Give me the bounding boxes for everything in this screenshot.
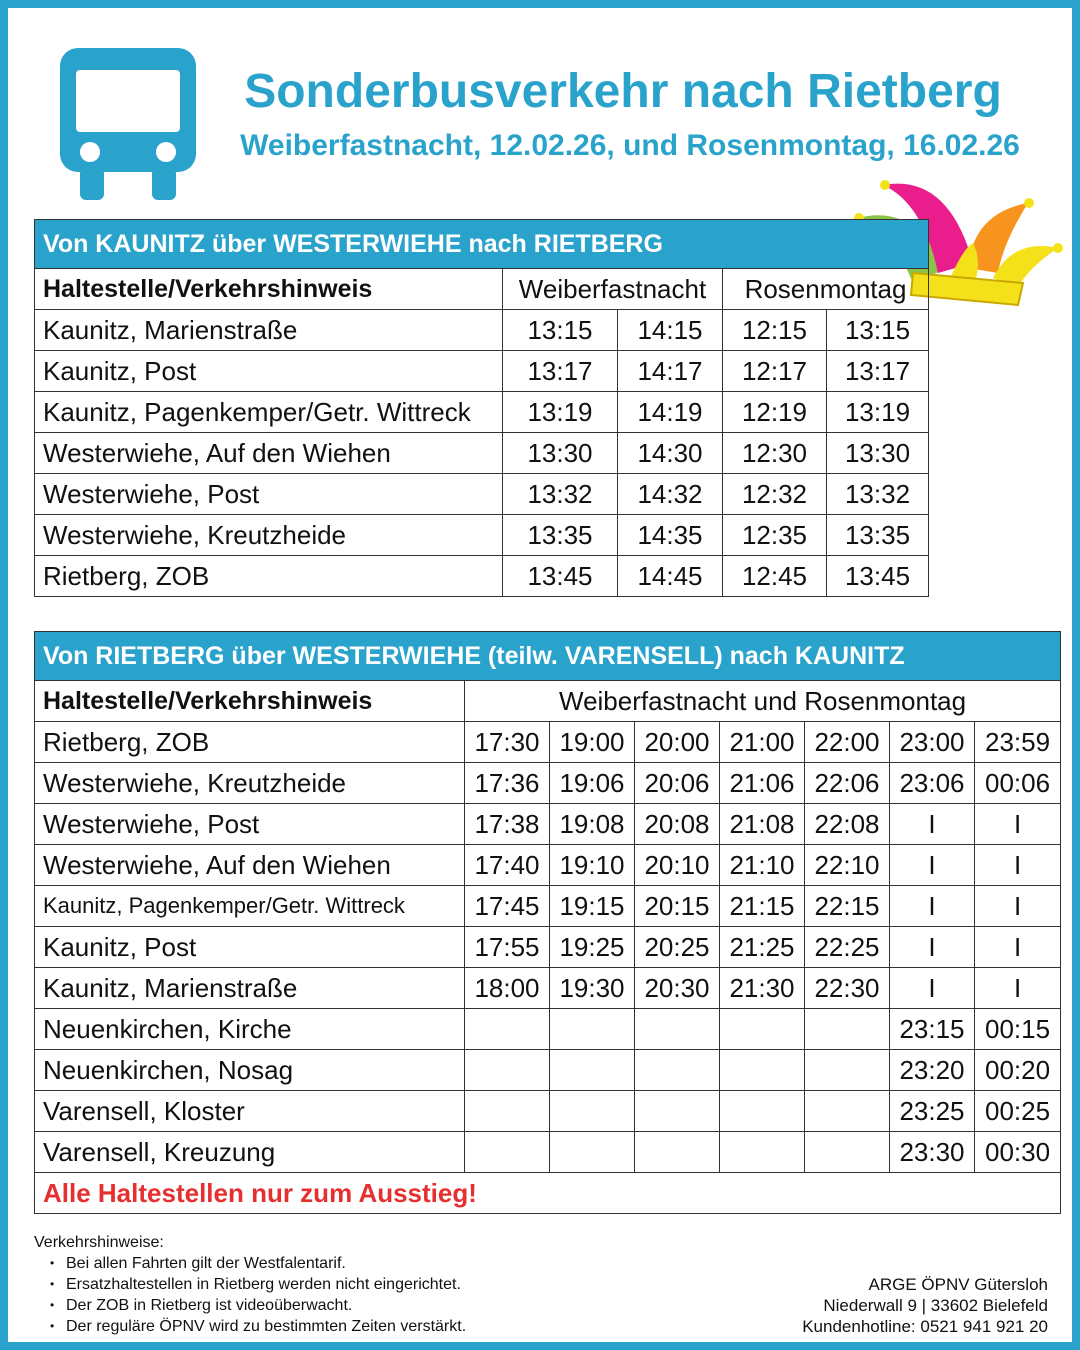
departure-time: 20:00 (635, 722, 720, 763)
departure-time (465, 1050, 550, 1091)
departure-time: 21:15 (720, 886, 805, 927)
departure-time: 18:00 (465, 968, 550, 1009)
stop-name: Westerwiehe, Kreutzheide (35, 763, 465, 804)
departure-time: 19:08 (550, 804, 635, 845)
departure-time: 14:19 (618, 392, 723, 433)
departure-time: 19:00 (550, 722, 635, 763)
departure-time: 23:00 (890, 722, 975, 763)
departure-time (635, 1091, 720, 1132)
bus-icon (60, 48, 196, 200)
departure-time: 21:30 (720, 968, 805, 1009)
table-row (35, 392, 929, 433)
contact-org: ARGE ÖPNV Gütersloh (868, 1275, 1048, 1294)
departure-time: 00:15 (975, 1009, 1061, 1050)
table-row (35, 927, 1061, 968)
departure-time: 23:59 (975, 722, 1061, 763)
departure-time: 13:45 (827, 556, 929, 597)
departure-time (720, 1050, 805, 1091)
departure-time: I (975, 927, 1061, 968)
stop-name: Westerwiehe, Kreutzheide (35, 515, 503, 556)
departure-time: 13:45 (503, 556, 618, 597)
table-row (35, 1091, 1061, 1132)
departure-time: 19:06 (550, 763, 635, 804)
departure-time: 23:20 (890, 1050, 975, 1091)
table-row (35, 722, 1061, 763)
stop-name: Varensell, Kloster (35, 1091, 465, 1132)
departure-time: 20:08 (635, 804, 720, 845)
departure-time: 12:19 (723, 392, 827, 433)
departure-time (805, 1132, 890, 1173)
departure-time: 22:06 (805, 763, 890, 804)
note-item: • Der ZOB in Rietberg ist videoüberwacht. (66, 1295, 466, 1316)
stop-name: Westerwiehe, Auf den Wiehen (35, 433, 503, 474)
stop-name: Neuenkirchen, Kirche (35, 1009, 465, 1050)
departure-time: 12:15 (723, 310, 827, 351)
departure-time: 22:30 (805, 968, 890, 1009)
departure-time (465, 1091, 550, 1132)
table-row (35, 1132, 1061, 1173)
stop-name: Kaunitz, Post (35, 351, 503, 392)
departure-time: 19:15 (550, 886, 635, 927)
departure-time: 21:25 (720, 927, 805, 968)
note-item: • Ersatzhaltestellen in Rietberg werden nicht eingerichtet. (66, 1274, 466, 1295)
departure-time: 21:00 (720, 722, 805, 763)
departure-time: 13:30 (827, 433, 929, 474)
departure-time: I (975, 845, 1061, 886)
departure-time: 13:17 (827, 351, 929, 392)
departure-time: 17:40 (465, 845, 550, 886)
table-row (35, 351, 929, 392)
departure-time (635, 1009, 720, 1050)
departure-time: 23:15 (890, 1009, 975, 1050)
table-row (35, 886, 1061, 927)
traffic-notes (34, 1232, 466, 1337)
stop-name: Varensell, Kreuzung (35, 1132, 465, 1173)
departure-time (805, 1091, 890, 1132)
departure-time: 17:45 (465, 886, 550, 927)
stop-name: Westerwiehe, Post (35, 804, 465, 845)
departure-time: I (890, 968, 975, 1009)
table-row (35, 1050, 1061, 1091)
departure-time: 21:06 (720, 763, 805, 804)
stop-name: Kaunitz, Pagenkemper/Getr. Wittreck (35, 886, 465, 927)
departure-time: 14:15 (618, 310, 723, 351)
table-title: Von RIETBERG über WESTERWIEHE (teilw. VARENSELL) nach KAUNITZ (35, 632, 1061, 681)
departure-time: I (975, 886, 1061, 927)
page-subtitle: Weiberfastnacht, 12.02.26, und Rosenmontag, 16.02.26 (240, 129, 1020, 162)
departure-time: 21:08 (720, 804, 805, 845)
departure-time: 23:06 (890, 763, 975, 804)
departure-time: 13:19 (827, 392, 929, 433)
departure-time (720, 1091, 805, 1132)
table-row (35, 556, 929, 597)
departure-time (635, 1050, 720, 1091)
departure-time (465, 1132, 550, 1173)
stop-name: Neuenkirchen, Nosag (35, 1050, 465, 1091)
departure-time: 20:15 (635, 886, 720, 927)
departure-time: 17:36 (465, 763, 550, 804)
departure-time: 20:25 (635, 927, 720, 968)
departure-time (550, 1091, 635, 1132)
departure-time (720, 1132, 805, 1173)
departure-time: I (975, 968, 1061, 1009)
departure-time (550, 1009, 635, 1050)
departure-time: 17:55 (465, 927, 550, 968)
departure-time: 21:10 (720, 845, 805, 886)
departure-time: 17:30 (465, 722, 550, 763)
departure-time: 12:17 (723, 351, 827, 392)
departure-time: 00:30 (975, 1132, 1061, 1173)
departure-time: 13:30 (503, 433, 618, 474)
departure-time: 13:17 (503, 351, 618, 392)
column-header-stop: Haltestelle/Verkehrshinweis (35, 681, 465, 722)
column-header-day: Weiberfastnacht und Rosenmontag (465, 681, 1061, 722)
timetable-return (34, 631, 1061, 1214)
stop-name: Rietberg, ZOB (35, 556, 503, 597)
departure-time: I (890, 845, 975, 886)
departure-time: 12:35 (723, 515, 827, 556)
contact-block (802, 1274, 1048, 1337)
departure-time (805, 1009, 890, 1050)
table-row (35, 804, 1061, 845)
table-row (35, 845, 1061, 886)
departure-time: 13:32 (827, 474, 929, 515)
table-row (35, 310, 929, 351)
stop-name: Rietberg, ZOB (35, 722, 465, 763)
departure-time: 23:30 (890, 1132, 975, 1173)
table-row (35, 763, 1061, 804)
stop-name: Westerwiehe, Auf den Wiehen (35, 845, 465, 886)
stop-name: Westerwiehe, Post (35, 474, 503, 515)
table-row (35, 433, 929, 474)
departure-time: 22:08 (805, 804, 890, 845)
departure-time (635, 1132, 720, 1173)
departure-time: 12:45 (723, 556, 827, 597)
table-row (35, 474, 929, 515)
departure-time: I (890, 886, 975, 927)
column-header-day: Rosenmontag (723, 269, 929, 310)
departure-time: 17:38 (465, 804, 550, 845)
note-item: • Bei allen Fahrten gilt der Westfalentarif. (66, 1253, 466, 1274)
column-header-stop: Haltestelle/Verkehrshinweis (35, 269, 503, 310)
departure-time: 13:32 (503, 474, 618, 515)
departure-time: 13:15 (827, 310, 929, 351)
departure-time: 13:15 (503, 310, 618, 351)
departure-time: 22:25 (805, 927, 890, 968)
departure-time: 19:25 (550, 927, 635, 968)
departure-time: 20:06 (635, 763, 720, 804)
exit-only-note: Alle Haltestellen nur zum Ausstieg! (35, 1173, 1061, 1214)
departure-time (465, 1009, 550, 1050)
departure-time: I (890, 804, 975, 845)
departure-time: 14:30 (618, 433, 723, 474)
departure-time: 12:32 (723, 474, 827, 515)
departure-time: 14:32 (618, 474, 723, 515)
table-row (35, 515, 929, 556)
departure-time: 19:10 (550, 845, 635, 886)
stop-name: Kaunitz, Marienstraße (35, 968, 465, 1009)
contact-hotline: Kundenhotline: 0521 941 921 20 (802, 1317, 1048, 1336)
departure-time: 22:15 (805, 886, 890, 927)
table-row (35, 1009, 1061, 1050)
departure-time: 20:10 (635, 845, 720, 886)
departure-time: 12:30 (723, 433, 827, 474)
stop-name: Kaunitz, Marienstraße (35, 310, 503, 351)
table-title: Von KAUNITZ über WESTERWIEHE nach RIETBERG (35, 220, 929, 269)
departure-time: 00:20 (975, 1050, 1061, 1091)
departure-time: 22:00 (805, 722, 890, 763)
departure-time: 22:10 (805, 845, 890, 886)
departure-time (805, 1050, 890, 1091)
departure-time: 13:19 (503, 392, 618, 433)
column-header-day: Weiberfastnacht (503, 269, 723, 310)
departure-time: 13:35 (827, 515, 929, 556)
departure-time: 14:17 (618, 351, 723, 392)
departure-time: 14:45 (618, 556, 723, 597)
table-row (35, 968, 1061, 1009)
page-title: Sonderbusverkehr nach Rietberg (244, 65, 1002, 118)
contact-address: Niederwall 9 | 33602 Bielefeld (823, 1296, 1048, 1315)
departure-time: I (890, 927, 975, 968)
departure-time (720, 1009, 805, 1050)
departure-time: 00:06 (975, 763, 1061, 804)
departure-time: 20:30 (635, 968, 720, 1009)
departure-time (550, 1050, 635, 1091)
departure-time: I (975, 804, 1061, 845)
stop-name: Kaunitz, Post (35, 927, 465, 968)
departure-time: 14:35 (618, 515, 723, 556)
stop-name: Kaunitz, Pagenkemper/Getr. Wittreck (35, 392, 503, 433)
departure-time: 19:30 (550, 968, 635, 1009)
departure-time: 23:25 (890, 1091, 975, 1132)
departure-time: 13:35 (503, 515, 618, 556)
departure-time: 00:25 (975, 1091, 1061, 1132)
timetable-outbound (34, 219, 929, 597)
note-item: • Der reguläre ÖPNV wird zu bestimmten Zeiten verstärkt. (66, 1316, 466, 1337)
departure-time (550, 1132, 635, 1173)
notes-heading: Verkehrshinweise: (34, 1234, 164, 1251)
